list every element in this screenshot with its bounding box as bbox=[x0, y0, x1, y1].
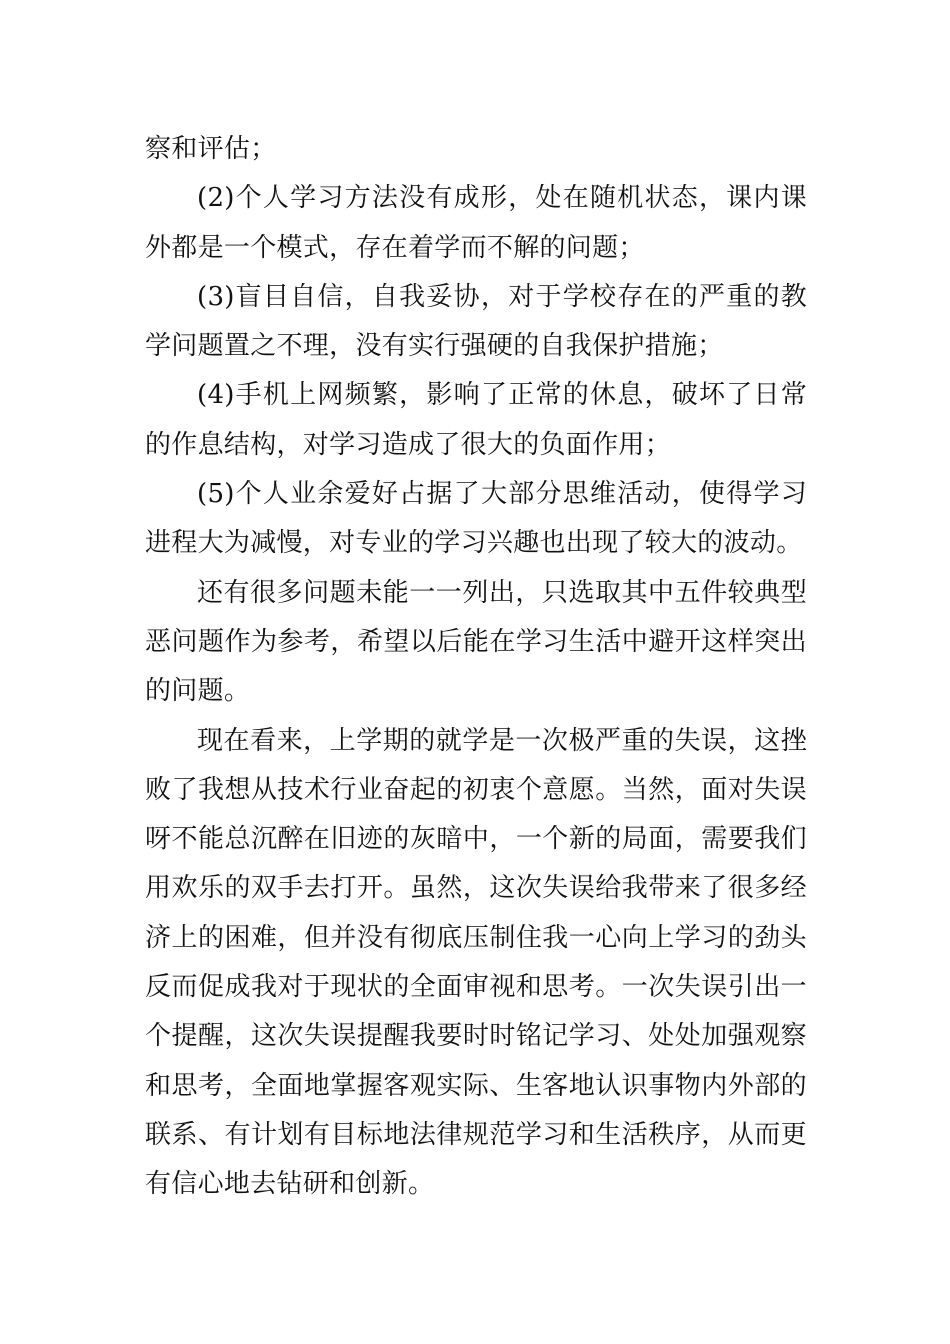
paragraph-item-3: (3)盲目自信，自我妥协，对于学校存在的严重的教学问题置之不理，没有实行强硬的自我保护措施； bbox=[145, 281, 807, 362]
paragraph-continuation: 察和评估； bbox=[145, 134, 277, 164]
paragraph-reflection: 现在看来，上学期的就学是一次极严重的失误，这挫败了我想从技术行业奋起的初衷个意愿。当然，面对失误呀不能总沉醉在旧迹的灰暗中，一个新的局面，需要我们用欢乐的双手去打开。虽然，这次失误给我带来了很多经济上的困难，但并没有彻底压制住我一心向上学习的劲头反而促成我对于现状的全面审视和思考。一次失误引出一个提醒，这次失误提醒我要时时铭记学习、处处加强观察和思考，全面地掌握客观实际、生客地认识事物内外部的联系、有计划有目标地法律规范学习和生活秩序，从而更有信心地去钻研和创新。 bbox=[145, 725, 807, 1200]
document-body bbox=[145, 125, 807, 1210]
paragraph-summary: 还有很多问题未能一一列出，只选取其中五件较典型恶问题作为参考，希望以后能在学习生活中避开这样突出的问题。 bbox=[145, 577, 807, 707]
paragraph-item-2: (2)个人学习方法没有成形，处在随机状态，课内课外都是一个模式，存在着学而不解的问题； bbox=[145, 183, 807, 263]
paragraph-item-5: (5)个人业余爱好占据了大部分思维活动，使得学习进程大为减慢，对专业的学习兴趣也出现了较大的波动。 bbox=[145, 479, 807, 559]
paragraph-item-4: (4)手机上网频繁，影响了正常的休息，破坏了日常的作息结构，对学习造成了很大的负面作用； bbox=[145, 380, 807, 460]
